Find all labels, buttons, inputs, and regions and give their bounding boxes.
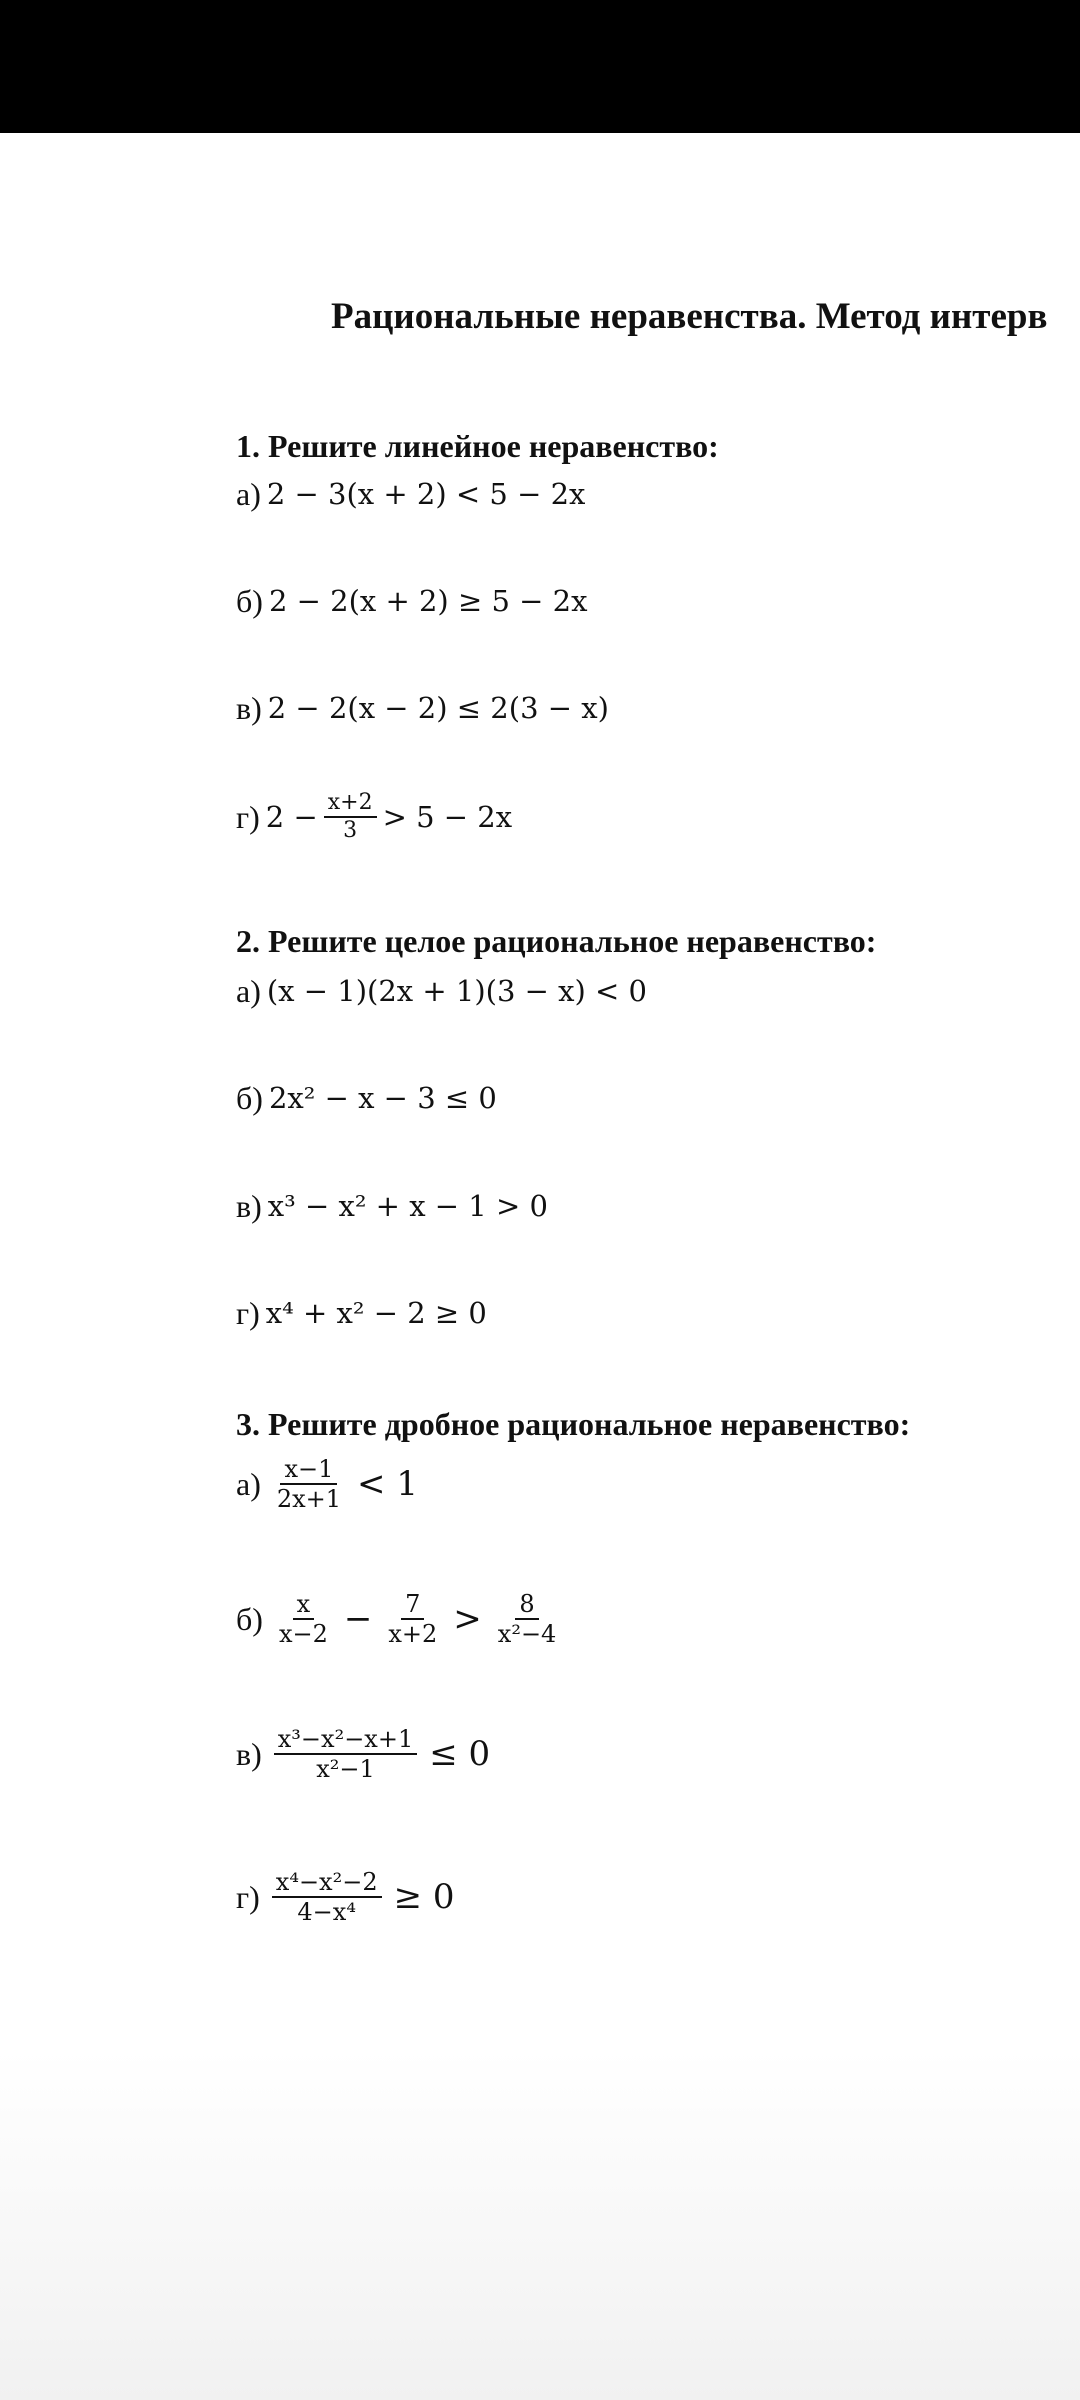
fraction-denominator: 3 (343, 818, 358, 843)
task-lhs: 2 − (265, 799, 318, 834)
fraction-numerator: x+2 (324, 790, 377, 818)
task-rhs: > 5 − 2x (382, 799, 513, 834)
task-expression: 2x² − x − 3 ≤ 0 (268, 1080, 497, 1115)
task-label: б) (236, 1601, 263, 1637)
fraction-numerator: 8 (515, 1590, 538, 1620)
top-black-bar (0, 0, 1080, 133)
fraction (494, 1590, 561, 1648)
task-rhs: < 1 (357, 1464, 418, 1504)
task-label: б) (236, 583, 263, 619)
operator: > (453, 1599, 482, 1639)
task-expression: x³ − x² + x − 1 > 0 (267, 1188, 548, 1223)
fraction (275, 1590, 332, 1648)
page-title: Рациональные неравенства. Метод интерв (331, 296, 1048, 337)
fraction-denominator: 4−x⁴ (297, 1898, 356, 1926)
fraction (274, 1725, 417, 1783)
fraction-denominator: x−2 (278, 1620, 328, 1648)
fraction-numerator: x (293, 1590, 315, 1620)
operator: − (343, 1599, 373, 1639)
task-expression: 2 − 3(x + 2) < 5 − 2x (266, 476, 586, 511)
fraction (384, 1590, 441, 1648)
task-label: б) (236, 1080, 263, 1116)
fraction-numerator: 7 (401, 1590, 424, 1620)
fraction-denominator: 2x+1 (276, 1485, 342, 1513)
task-rhs: ≥ 0 (393, 1877, 455, 1917)
task-expression: 2 − 2(x + 2) ≥ 5 − 2x (268, 583, 588, 618)
task-expression: x⁴ + x² − 2 ≥ 0 (265, 1295, 487, 1330)
section-1-heading: 1. Решите линейное неравенство: (236, 428, 719, 464)
task-label: г) (236, 799, 260, 835)
task-expression: (x − 1)(2x + 1)(3 − x) < 0 (266, 973, 648, 1008)
fraction (272, 1868, 382, 1926)
task-label: в) (236, 1736, 262, 1772)
section-3-heading: 3. Решите дробное рациональное неравенство: (236, 1406, 911, 1442)
task-1d (236, 790, 512, 844)
task-expression: 2 − 2(x − 2) ≤ 2(3 − x) (267, 690, 609, 725)
task-2d (236, 1297, 487, 1329)
task-3c (236, 1725, 496, 1783)
task-1b (236, 585, 587, 617)
task-3b (236, 1590, 566, 1648)
task-label: а) (236, 1466, 261, 1502)
task-3a (236, 1455, 424, 1513)
fraction-numerator: x³−x²−x+1 (274, 1725, 417, 1755)
task-rhs: ≤ 0 (429, 1734, 491, 1774)
task-label: г) (236, 1295, 260, 1331)
task-2b (236, 1082, 497, 1114)
task-2c (236, 1190, 548, 1222)
fraction (273, 1455, 345, 1513)
task-label: г) (236, 1879, 260, 1915)
section-2-heading: 2. Решите целое рациональное неравенство: (236, 923, 877, 959)
task-2a (236, 975, 647, 1007)
fraction-denominator: x+2 (388, 1620, 438, 1648)
task-label: в) (236, 690, 262, 726)
fraction-denominator: x²−4 (497, 1620, 557, 1648)
fraction (324, 790, 377, 844)
task-3d (236, 1868, 461, 1926)
fraction-denominator: x²−1 (316, 1755, 375, 1783)
task-label: а) (236, 973, 261, 1009)
task-1c (236, 692, 609, 724)
task-label: а) (236, 476, 261, 512)
fraction-numerator: x⁴−x²−2 (272, 1868, 382, 1898)
task-label: в) (236, 1188, 262, 1224)
task-1a (236, 478, 585, 510)
fraction-numerator: x−1 (280, 1455, 337, 1485)
